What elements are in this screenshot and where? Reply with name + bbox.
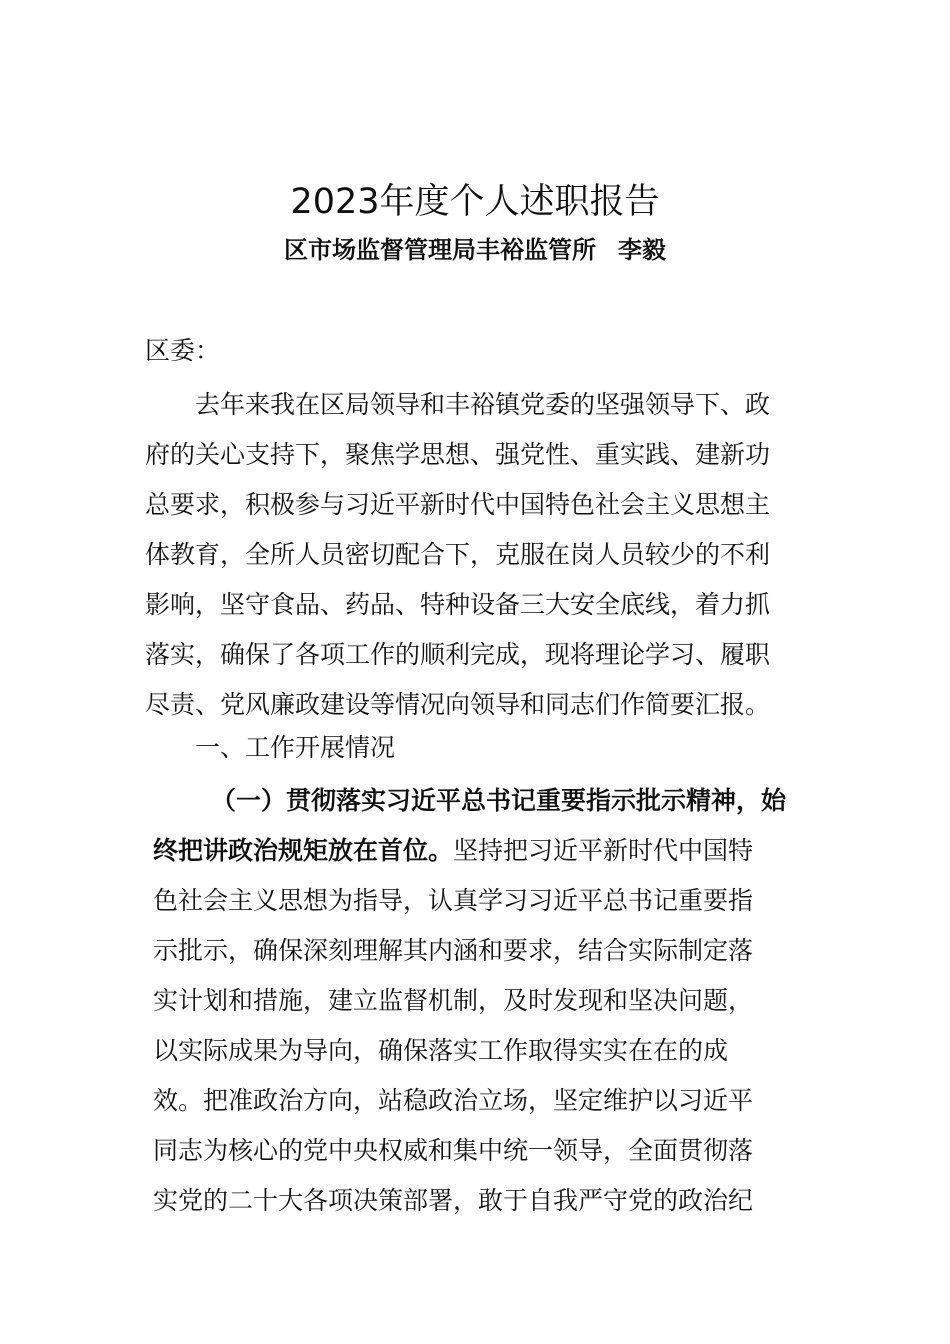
paragraph-line: 尽责、党风廉政建设等情况向领导和同志们作简要汇报。 xyxy=(145,690,771,719)
paragraph-line: 以实际成果为导向，确保落实工作取得实实在在的成 xyxy=(153,1036,729,1065)
paragraph-line: 落实，确保了各项工作的顺利完成，现将理论学习、履职 xyxy=(145,640,771,669)
paragraph-line: 色社会主义思想为指导，认真学习习近平总书记重要指 xyxy=(153,886,754,915)
paragraph-line: 示批示，确保深刻理解其内涵和要求，结合实际制定落 xyxy=(153,936,754,965)
paragraph-line: 影响，坚守食品、药品、特种设备三大安全底线，着力抓 xyxy=(145,590,771,619)
section-heading: 一、工作开展情况 xyxy=(195,733,396,762)
document-subtitle xyxy=(0,232,950,268)
paragraph-line: 实党的二十大各项决策部署，敢于自我严守党的政治纪 xyxy=(153,1186,754,1215)
paragraph-line: 效。把准政治方向，站稳政治立场，坚定维护以习近平 xyxy=(153,1086,754,1115)
subtitle-author: 李毅 xyxy=(618,236,666,264)
paragraph-line: 府的关心支持下，聚焦学思想、强党性、重实践、建新功 xyxy=(145,440,771,469)
intro-paragraph xyxy=(145,380,795,730)
paragraph-bold-lead: 终把讲政治规矩放在首位。 xyxy=(153,836,454,865)
paragraph-text: 坚持把习近平新时代中国特 xyxy=(453,836,754,865)
paragraph-line: 体教育，全所人员密切配合下，克服在岗人员较少的不利 xyxy=(145,540,771,569)
salutation: 区委： xyxy=(145,336,221,365)
paragraph-line: 去年来我在区局领导和丰裕镇党委的坚强领导下、政 xyxy=(195,390,771,419)
document-title: 2023年度个人述职报告 xyxy=(290,182,660,222)
paragraph-line: 实计划和措施，建立监督机制，及时发现和坚决问题， xyxy=(153,986,754,1015)
paragraph-line: 总要求，积极参与习近平新时代中国特色社会主义思想主 xyxy=(145,490,771,519)
paragraph-line: 同志为核心的党中央权威和集中统一领导，全面贯彻落 xyxy=(153,1136,754,1165)
subtitle-organization: 区市场监督管理局丰裕监管所 xyxy=(284,236,596,264)
section-paragraph xyxy=(153,776,803,1226)
paragraph-line xyxy=(153,826,803,876)
paragraph-bold-line: （一）贯彻落实习近平总书记重要指示批示精神，始 xyxy=(211,786,787,815)
